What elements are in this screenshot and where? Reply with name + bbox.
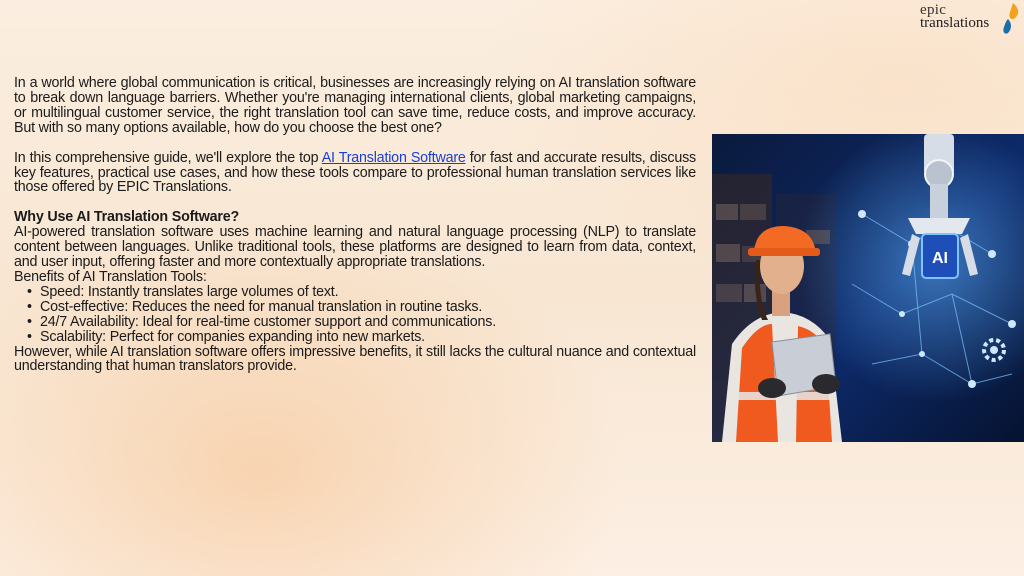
- section-heading: Why Use AI Translation Software?: [14, 209, 240, 226]
- guide-text-before: In this comprehensive guide, we'll explore the top: [14, 149, 322, 166]
- list-item: • 24/7 Availability: Ideal for real-time customer support and communications.: [40, 315, 696, 330]
- epic-translations-logo: [920, 2, 1020, 36]
- closing-paragraph: However, while AI translation software offers impressive benefits, it still lacks the cultural nuance and contextual understanding that human translators provide.: [14, 343, 696, 375]
- article-body: [14, 76, 696, 374]
- benefits-list: [14, 285, 696, 345]
- list-item: • Speed: Instantly translates large volumes of text.: [40, 285, 696, 300]
- logo-line-1: epic: [920, 2, 947, 18]
- photo-illustration: [712, 134, 1024, 442]
- guide-text-after: for fast and accurate results, discuss key features, practical use cases, and how these tools compare to professional human translation services like those offered by EPIC Translations.: [14, 149, 696, 196]
- guide-paragraph: [14, 151, 696, 196]
- drop-icon: [1000, 2, 1020, 36]
- ai-translation-software-link[interactable]: AI Translation Software: [321, 149, 466, 166]
- list-item: • Scalability: Perfect for companies expanding into new markets.: [40, 330, 696, 345]
- list-item: • Cost-effective: Reduces the need for manual translation in routine tasks.: [40, 300, 696, 315]
- logo-line-2: translations: [920, 15, 990, 31]
- intro-paragraph: In a world where global communication is critical, businesses are increasingly relying on AI translation software to break down language barriers. Whether you're managing international clients, global marketing campaigns, or multilingual customer service, the right translation tool can save time, reduce costs, and improve accuracy. But with so many options available, how do you choose the best one?: [14, 75, 696, 136]
- ai-chip-label: AI: [932, 250, 948, 267]
- section-paragraph: AI-powered translation software uses machine learning and natural language processing (NLP) to translate content between languages. Unlike traditional tools, these platforms are designed to learn from data, context, and user input, offering faster and more contextually appropriate translations.: [14, 224, 696, 271]
- worker-with-ai-robot-photo: [712, 134, 1024, 442]
- benefits-heading: Benefits of AI Translation Tools:: [14, 268, 207, 285]
